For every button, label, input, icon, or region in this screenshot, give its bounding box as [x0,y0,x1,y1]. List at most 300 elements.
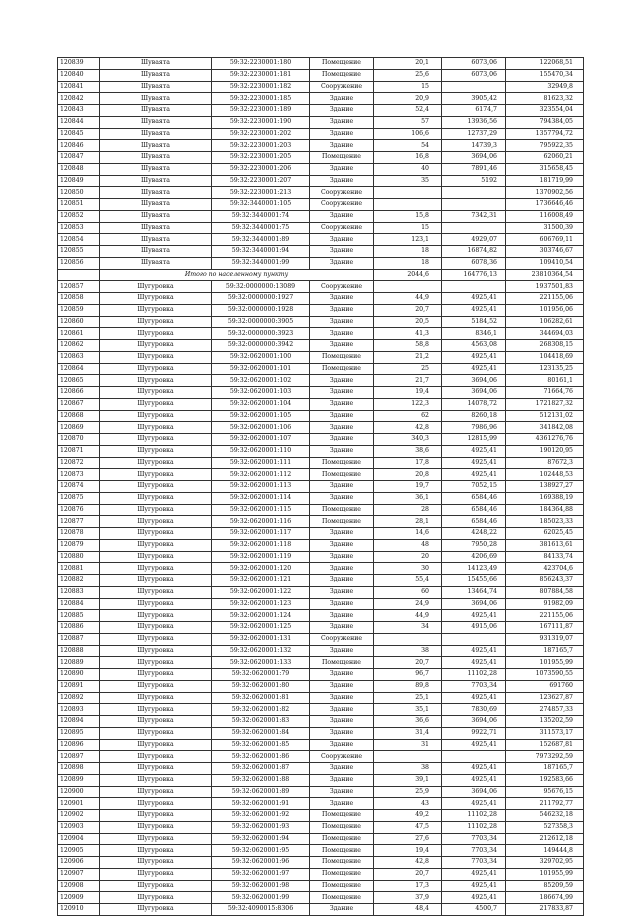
cadastral-number-cell: 59:32:0620001:84 [212,727,310,739]
object-number-cell: 120847 [58,152,100,164]
specific-value-cell: 12737,29 [442,128,506,140]
cadastral-number-cell: 59:32:0620001:83 [212,716,310,728]
area-cell: 17,8 [374,457,442,469]
table-row [58,199,584,211]
object-number-cell: 120872 [58,457,100,469]
settlement-cell: Шуваята [100,116,212,128]
object-number-cell: 120856 [58,257,100,269]
settlement-cell: Шугуровка [100,704,212,716]
specific-value-cell: 4500,7 [442,904,506,916]
cadastral-cost-cell: 167111,87 [506,622,584,634]
table-row [58,434,584,446]
object-type-cell: Здание [310,598,374,610]
table-row [58,422,584,434]
object-type-cell: Помещение [310,351,374,363]
object-type-cell: Здание [310,492,374,504]
settlement-cell: Шугуровка [100,387,212,399]
cadastral-number-cell: 59:32:0620001:120 [212,563,310,575]
cadastral-number-cell: 59:32:2230001:182 [212,81,310,93]
cadastral-cost-cell: 71664,76 [506,387,584,399]
object-type-cell: Помещение [310,69,374,81]
object-number-cell: 120881 [58,563,100,575]
area-cell: 21,2 [374,351,442,363]
cadastral-cost-cell: 85209,59 [506,880,584,892]
specific-value-cell: 7986,96 [442,422,506,434]
specific-value-cell: 11102,28 [442,810,506,822]
settlement-cell: Шугуровка [100,351,212,363]
cadastral-number-cell: 59:32:0620001:88 [212,774,310,786]
object-type-cell: Здание [310,257,374,269]
area-cell: 18 [374,257,442,269]
object-type-cell: Сооружение [310,187,374,199]
object-number-cell: 120854 [58,234,100,246]
specific-value-cell: 7052,15 [442,481,506,493]
table-row [58,304,584,316]
specific-value-cell: 3694,06 [442,598,506,610]
area-cell: 35 [374,175,442,187]
specific-value-cell: 4206,69 [442,551,506,563]
settlement-cell: Шугуровка [100,516,212,528]
object-type-cell: Помещение [310,657,374,669]
settlement-cell: Шуваята [100,222,212,234]
table-row [58,457,584,469]
cadastral-number-cell: 59:32:0620001:107 [212,434,310,446]
cadastral-number-cell: 59:32:0620001:95 [212,845,310,857]
cadastral-number-cell: 59:32:0620001:105 [212,410,310,422]
area-cell: 31,4 [374,727,442,739]
cadastral-number-cell: 59:32:0620001:124 [212,610,310,622]
cadastral-number-cell: 59:32:0620001:131 [212,633,310,645]
object-type-cell: Здание [310,105,374,117]
settlement-cell: Шуваята [100,69,212,81]
object-number-cell: 120899 [58,774,100,786]
object-number-cell: 120861 [58,328,100,340]
settlement-cell: Шуваята [100,105,212,117]
table-row [58,657,584,669]
specific-value-cell: 3694,06 [442,716,506,728]
table-row [58,786,584,798]
object-number-cell: 120846 [58,140,100,152]
area-cell: 44,9 [374,610,442,622]
area-cell: 20,7 [374,657,442,669]
cadastral-cost-cell: 181719,99 [506,175,584,187]
cadastral-cost-cell: 1357794,72 [506,128,584,140]
object-number-cell: 120887 [58,633,100,645]
cadastral-cost-cell: 101955,99 [506,657,584,669]
area-cell: 106,6 [374,128,442,140]
table-row [58,704,584,716]
cadastral-number-cell: 59:32:3440001:89 [212,234,310,246]
settlement-cell: Шугуровка [100,716,212,728]
area-cell: 38 [374,763,442,775]
cadastral-cost-cell: 795922,35 [506,140,584,152]
area-cell: 48,4 [374,904,442,916]
settlement-cell: Шуваята [100,199,212,211]
object-number-cell: 120860 [58,316,100,328]
object-type-cell: Здание [310,904,374,916]
object-type-cell: Здание [310,410,374,422]
cadastral-number-cell: 59:32:0620001:99 [212,892,310,904]
area-cell: 27,6 [374,833,442,845]
object-number-cell: 120842 [58,93,100,105]
table-row [58,116,584,128]
area-cell: 20 [374,551,442,563]
cadastral-number-cell: 59:32:0620001:122 [212,586,310,598]
object-number-cell: 120878 [58,528,100,540]
settlement-cell: Шугуровка [100,598,212,610]
cadastral-number-cell: 59:32:0620001:116 [212,516,310,528]
cadastral-cost-cell: 323554,04 [506,105,584,117]
object-number-cell: 120858 [58,293,100,305]
object-type-cell: Здание [310,680,374,692]
object-type-cell: Здание [310,704,374,716]
cadastral-number-cell: 59:32:2230001:205 [212,152,310,164]
object-number-cell: 120855 [58,246,100,258]
object-number-cell: 120910 [58,904,100,916]
table-row [58,528,584,540]
object-number-cell: 120902 [58,810,100,822]
object-number-cell: 120897 [58,751,100,763]
table-row [58,351,584,363]
area-cell: 20,8 [374,469,442,481]
table-row [58,398,584,410]
cadastral-cost-cell: 1370902,56 [506,187,584,199]
cadastral-cost-cell: 4361276,76 [506,434,584,446]
area-cell [374,633,442,645]
table-row [58,821,584,833]
cadastral-cost-cell: 32949,8 [506,81,584,93]
cadastral-number-cell: 59:32:0620001:103 [212,387,310,399]
object-number-cell: 120871 [58,445,100,457]
settlement-total-row [58,269,584,281]
specific-value-cell: 7703,34 [442,833,506,845]
object-type-cell: Здание [310,140,374,152]
specific-value-cell: 4925,41 [442,739,506,751]
cadastral-number-cell: 59:32:0620001:92 [212,810,310,822]
table-row [58,363,584,375]
cadastral-number-cell: 59:32:0620001:93 [212,821,310,833]
cadastral-cost-cell: 381613,61 [506,539,584,551]
specific-value-cell: 4925,41 [442,363,506,375]
specific-value-cell: 13464,74 [442,586,506,598]
object-type-cell: Здание [310,422,374,434]
specific-value-cell: 6584,46 [442,492,506,504]
cadastral-number-cell: 59:32:0620001:123 [212,598,310,610]
cadastral-number-cell: 59:32:0620001:98 [212,880,310,892]
table-row [58,551,584,563]
object-number-cell: 120873 [58,469,100,481]
area-cell: 47,5 [374,821,442,833]
area-cell: 20,5 [374,316,442,328]
area-cell: 19,7 [374,481,442,493]
table-row [58,128,584,140]
table-row [58,152,584,164]
object-number-cell: 120908 [58,880,100,892]
settlement-cell: Шугуровка [100,316,212,328]
cadastral-number-cell: 59:32:0620001:118 [212,539,310,551]
cadastral-cost-cell: 187165,7 [506,763,584,775]
cadastral-number-cell: 59:32:0620001:82 [212,704,310,716]
settlement-cell: Шугуровка [100,892,212,904]
cadastral-number-cell: 59:32:0620001:96 [212,857,310,869]
object-type-cell: Помещение [310,457,374,469]
specific-value-cell: 4929,07 [442,234,506,246]
cadastral-cost-cell: 123627,87 [506,692,584,704]
object-number-cell: 120850 [58,187,100,199]
settlement-cell: Шугуровка [100,281,212,293]
object-type-cell: Помещение [310,810,374,822]
cadastral-cost-cell: 62060,21 [506,152,584,164]
cadastral-number-cell: 59:32:2230001:190 [212,116,310,128]
object-type-cell: Здание [310,304,374,316]
area-cell: 122,3 [374,398,442,410]
object-number-cell: 120888 [58,645,100,657]
cadastral-number-cell: 59:32:0620001:110 [212,445,310,457]
object-number-cell: 120867 [58,398,100,410]
cadastral-cost-cell: 423704,6 [506,563,584,575]
area-cell: 21,7 [374,375,442,387]
area-cell [374,199,442,211]
table-row [58,598,584,610]
table-row [58,293,584,305]
area-cell: 14,6 [374,528,442,540]
object-type-cell: Здание [310,586,374,598]
specific-value-cell: 4925,41 [442,445,506,457]
specific-value-cell: 4925,41 [442,469,506,481]
object-number-cell: 120880 [58,551,100,563]
object-number-cell: 120851 [58,199,100,211]
area-cell: 39,1 [374,774,442,786]
object-number-cell: 120862 [58,340,100,352]
object-number-cell: 120893 [58,704,100,716]
table-row [58,58,584,70]
area-cell: 31 [374,739,442,751]
object-type-cell: Помещение [310,892,374,904]
settlement-cell: Шугуровка [100,645,212,657]
settlement-cell: Шугуровка [100,739,212,751]
specific-value-cell: 14123,49 [442,563,506,575]
table-row [58,833,584,845]
settlement-cell: Шуваята [100,140,212,152]
cadastral-cost-cell: 116008,49 [506,210,584,222]
specific-value-cell: 7703,34 [442,857,506,869]
area-cell: 25,9 [374,786,442,798]
table-row [58,93,584,105]
object-type-cell: Помещение [310,58,374,70]
cadastral-number-cell: 59:32:0620001:111 [212,457,310,469]
specific-value-cell: 12815,99 [442,434,506,446]
specific-value-cell: 4925,41 [442,351,506,363]
table-row [58,539,584,551]
object-number-cell: 120868 [58,410,100,422]
object-number-cell: 120896 [58,739,100,751]
area-cell: 20,1 [374,58,442,70]
settlement-cell: Шуваята [100,175,212,187]
cadastral-number-cell: 59:32:0620001:85 [212,739,310,751]
table-row [58,140,584,152]
object-type-cell: Здание [310,539,374,551]
cadastral-cost-cell: 1937501,83 [506,281,584,293]
specific-value-cell: 9922,71 [442,727,506,739]
cadastral-cost-cell: 212612,18 [506,833,584,845]
cadastral-number-cell: 59:32:3440001:99 [212,257,310,269]
object-type-cell: Здание [310,175,374,187]
object-type-cell: Помещение [310,516,374,528]
table-row [58,586,584,598]
specific-value-cell [442,633,506,645]
cadastral-cost-cell: 84133,74 [506,551,584,563]
cadastral-number-cell: 59:32:0000000:3942 [212,340,310,352]
table-row [58,234,584,246]
area-cell: 20,9 [374,93,442,105]
cadastral-number-cell: 59:32:0620001:102 [212,375,310,387]
cadastral-cost-cell: 81623,32 [506,93,584,105]
specific-value-cell [442,281,506,293]
object-number-cell: 120857 [58,281,100,293]
cadastral-number-cell: 59:32:2230001:206 [212,163,310,175]
table-row [58,163,584,175]
object-type-cell: Здание [310,739,374,751]
area-cell: 36,1 [374,492,442,504]
object-type-cell: Здание [310,163,374,175]
settlement-cell: Шугуровка [100,857,212,869]
table-row [58,492,584,504]
table-row [58,281,584,293]
object-number-cell: 120848 [58,163,100,175]
cadastral-cost-cell: 546232,18 [506,810,584,822]
settlement-cell: Шугуровка [100,727,212,739]
settlement-cell: Шуваята [100,257,212,269]
settlement-cell: Шугуровка [100,340,212,352]
specific-value-cell: 4925,41 [442,763,506,775]
specific-value-cell [442,187,506,199]
object-type-cell: Помещение [310,821,374,833]
object-number-cell: 120869 [58,422,100,434]
area-cell: 55,4 [374,575,442,587]
cadastral-cost-cell: 101955,99 [506,868,584,880]
object-number-cell: 120845 [58,128,100,140]
table-row [58,669,584,681]
table-row [58,845,584,857]
specific-value-cell: 4563,08 [442,340,506,352]
cadastral-number-cell: 59:32:0000000:1928 [212,304,310,316]
area-cell: 19,4 [374,387,442,399]
specific-value-cell: 8346,1 [442,328,506,340]
object-number-cell: 120852 [58,210,100,222]
settlement-cell: Шугуровка [100,692,212,704]
table-row [58,328,584,340]
object-type-cell: Здание [310,798,374,810]
cadastral-number-cell: 59:32:0620001:91 [212,798,310,810]
specific-value-cell: 4925,41 [442,798,506,810]
settlement-cell: Шугуровка [100,657,212,669]
settlement-cell: Шугуровка [100,798,212,810]
object-type-cell: Сооружение [310,751,374,763]
cadastral-number-cell: 59:32:0620001:115 [212,504,310,516]
object-number-cell: 120879 [58,539,100,551]
object-type-cell: Здание [310,622,374,634]
object-type-cell: Сооружение [310,633,374,645]
settlement-cell: Шуваята [100,234,212,246]
cadastral-cost-cell: 91982,09 [506,598,584,610]
object-type-cell: Сооружение [310,281,374,293]
cadastral-cost-cell: 341842,08 [506,422,584,434]
table-row [58,469,584,481]
object-number-cell: 120840 [58,69,100,81]
cadastral-cost-cell: 268308,15 [506,340,584,352]
object-number-cell: 120898 [58,763,100,775]
settlement-cell: Шугуровка [100,551,212,563]
settlement-cell: Шугуровка [100,563,212,575]
cadastral-number-cell: 59:32:0620001:87 [212,763,310,775]
specific-value-cell: 16874,82 [442,246,506,258]
table-row [58,798,584,810]
cadastral-number-cell: 59:32:0620001:86 [212,751,310,763]
object-type-cell: Здание [310,128,374,140]
object-type-cell: Здание [310,645,374,657]
settlement-cell: Шугуровка [100,469,212,481]
specific-value-cell: 4925,41 [442,304,506,316]
object-number-cell: 120863 [58,351,100,363]
table-row [58,622,584,634]
area-cell: 60 [374,586,442,598]
table-row [58,445,584,457]
settlement-cell: Шуваята [100,128,212,140]
object-number-cell: 120875 [58,492,100,504]
object-type-cell: Сооружение [310,199,374,211]
cadastral-cost-cell: 149444,8 [506,845,584,857]
area-cell: 44,9 [374,293,442,305]
settlement-cell: Шугуровка [100,845,212,857]
cadastral-number-cell: 59:32:0620001:114 [212,492,310,504]
settlement-cell: Шугуровка [100,904,212,916]
settlement-cell: Шуваята [100,93,212,105]
table-row [58,81,584,93]
specific-value-cell: 6174,7 [442,105,506,117]
cadastral-cost-cell: 186674,99 [506,892,584,904]
specific-value-cell: 6584,46 [442,516,506,528]
cadastral-cost-cell: 344694,03 [506,328,584,340]
table-row [58,69,584,81]
cadastral-cost-cell: 1736646,46 [506,199,584,211]
object-type-cell: Здание [310,387,374,399]
object-type-cell: Здание [310,340,374,352]
object-type-cell: Помещение [310,845,374,857]
specific-value-cell: 3694,06 [442,786,506,798]
object-number-cell: 120874 [58,481,100,493]
object-type-cell: Здание [310,375,374,387]
settlement-cell: Шугуровка [100,422,212,434]
cadastral-cost-cell: 169388,19 [506,492,584,504]
cadastral-cost-cell: 109410,54 [506,257,584,269]
table-row [58,774,584,786]
cadastral-number-cell: 59:32:0620001:97 [212,868,310,880]
area-cell: 20,7 [374,304,442,316]
settlement-cell: Шугуровка [100,633,212,645]
area-cell: 20,7 [374,868,442,880]
settlement-cell: Шугуровка [100,363,212,375]
area-cell: 25,6 [374,69,442,81]
area-cell: 54 [374,140,442,152]
cadastral-cost-cell: 192583,66 [506,774,584,786]
cadastral-cost-cell: 221155,06 [506,293,584,305]
specific-value-cell: 15455,66 [442,575,506,587]
area-cell: 62 [374,410,442,422]
table-row [58,563,584,575]
table-row [58,810,584,822]
table-row [58,175,584,187]
table-row [58,716,584,728]
